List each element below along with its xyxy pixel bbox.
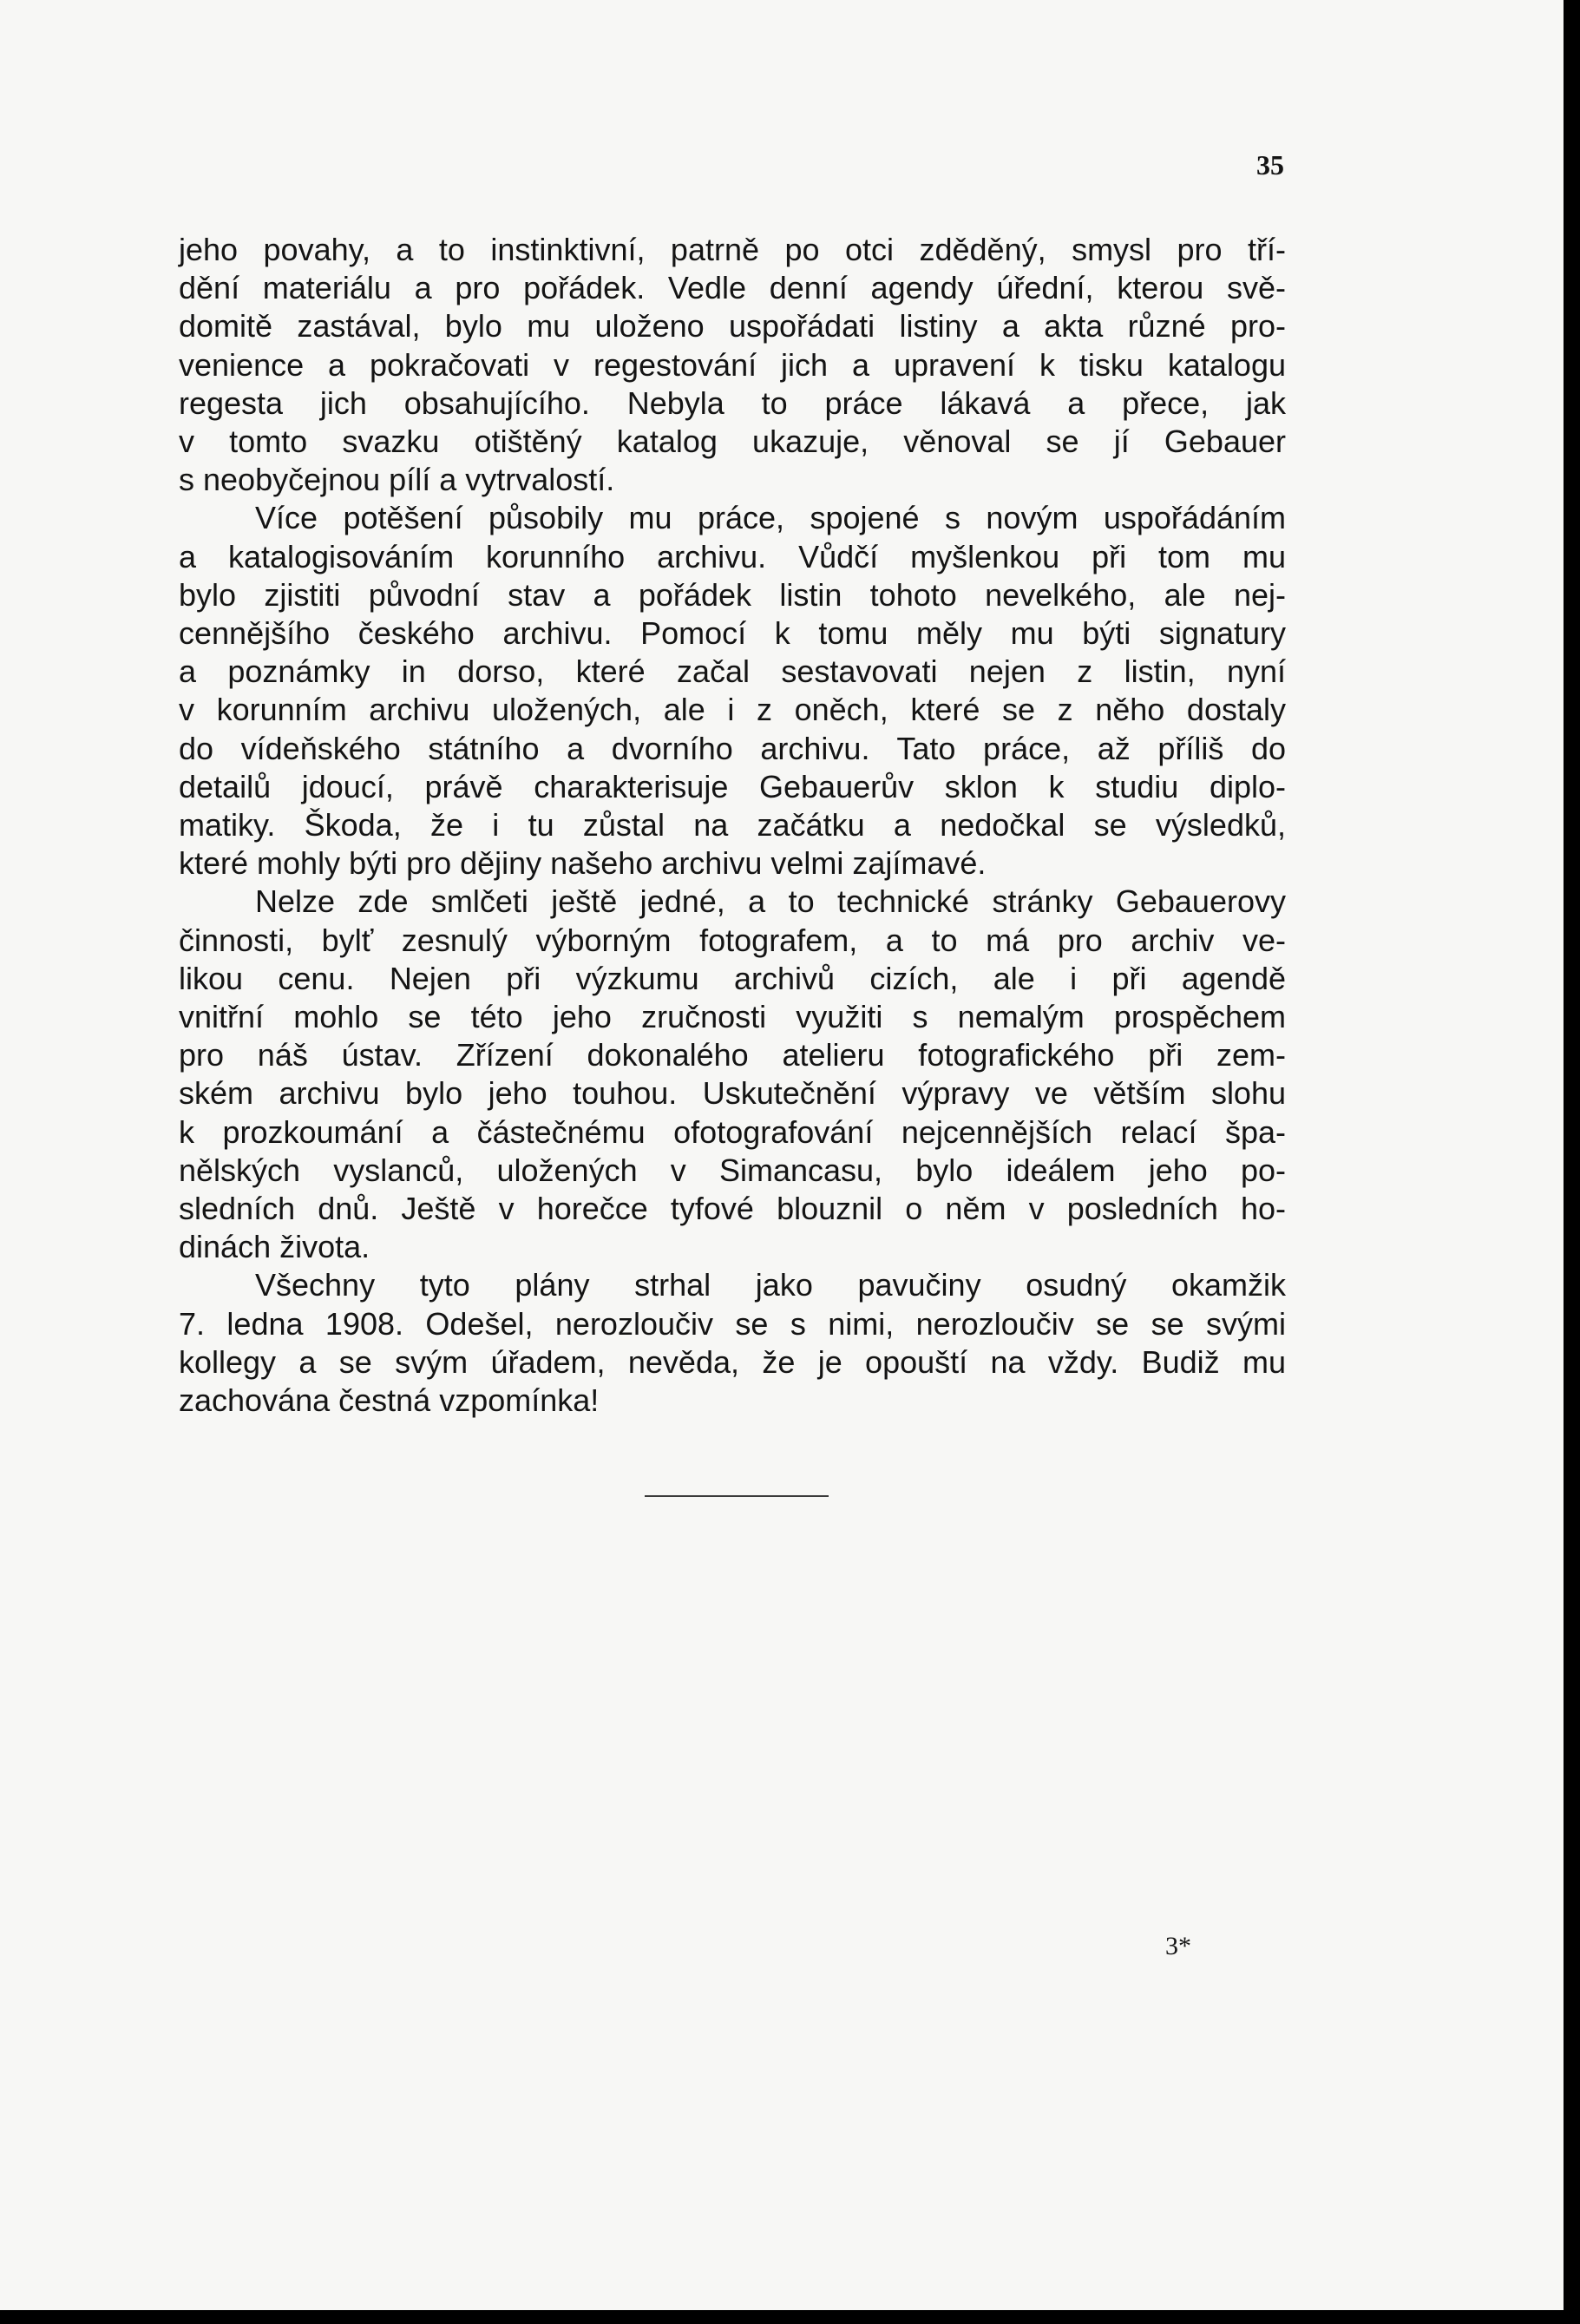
text-line: jeho povahy, a to instinktivní, patrně po otci zděděný, smysl pro tří- — [179, 232, 1286, 267]
text-line: které mohly býti pro dějiny našeho archivu velmi zajímavé. — [179, 845, 987, 882]
text-line: dění materiálu a pro pořádek. Vedle denní agendy úřední, kterou svě- — [179, 270, 1286, 306]
text-line: bylo zjistiti původní stav a pořádek listin tohoto nevelkého, ale nej- — [179, 576, 1286, 613]
text-line: venience a pokračovati v regestování jich a upravení k tisku katalogu — [179, 346, 1286, 383]
text-line: a poznámky in dorso, které začal sestavovati nejen z listin, nyní — [179, 653, 1286, 690]
text-line: činnosti, bylť zesnulý výborným fotografem, a to má pro archiv ve- — [179, 922, 1286, 958]
text-line: cennějšího českého archivu. Pomocí k tomu měly mu býti signatury — [179, 615, 1286, 652]
text-line: Nelze zde smlčeti ještě jedné, a to technické stránky Gebauerovy — [255, 883, 1286, 920]
text-line: regesta jich obsahujícího. Nebyla to práce lákavá a přece, jak — [179, 384, 1286, 421]
paragraph — [179, 883, 1286, 1266]
text-line: Více potěšení působily mu práce, spojené s novým uspořádáním — [255, 500, 1286, 536]
text-line: Všechny tyto plány strhal jako pavučiny osudný okamžik — [255, 1267, 1286, 1303]
text-line: domitě zastával, bylo mu uloženo uspořádati listiny a akta různé pro- — [179, 308, 1286, 345]
text-line: s neobyčejnou pílí a vytrvalostí. — [179, 462, 615, 498]
text-line: k prozkoumání a částečnému ofotografování nejcennějších relací špa- — [179, 1113, 1286, 1150]
text-line: sledních dnů. Ještě v horečce tyfové blouznil o něm v posledních ho- — [179, 1191, 1286, 1227]
text-line: vnitřní mohlo se této jeho zručnosti využiti s nemalým prospěchem — [179, 999, 1286, 1035]
text-line: dinách života. — [179, 1229, 370, 1265]
text-line: 7. ledna 1908. Odešel, nerozloučiv se s nimi, nerozloučiv se se svými — [179, 1305, 1286, 1342]
body-text — [179, 231, 1286, 1420]
text-line: pro náš ústav. Zřízení dokonalého atelieru fotografického při zem- — [179, 1037, 1286, 1073]
text-line: detailů jdoucí, právě charakterisuje Gebauerův sklon k studiu diplo- — [179, 768, 1286, 804]
paragraph — [179, 499, 1286, 883]
signature-mark: 3* — [1165, 1932, 1191, 1960]
text-line: v tomto svazku otištěný katalog ukazuje, věnoval se jí Gebauer — [179, 423, 1286, 460]
text-line: ském archivu bylo jeho touhou. Uskutečnění výpravy ve větším slohu — [179, 1075, 1286, 1112]
section-divider — [645, 1495, 829, 1497]
text-line: likou cenu. Nejen při výzkumu archivů cizích, ale i při agendě — [179, 960, 1286, 996]
text-line: zachována čestná vzpomínka! — [179, 1382, 600, 1419]
page-number: 35 — [1256, 149, 1284, 181]
text-line: a katalogisováním korunního archivu. Vůdčí myšlenkou při tom mu — [179, 538, 1286, 574]
text-line: v korunním archivu uložených, ale i z oněch, které se z něho dostaly — [179, 692, 1286, 728]
paragraph — [179, 1266, 1286, 1420]
text-line: nělských vyslanců, uložených v Simancasu, bylo ideálem jeho po- — [179, 1152, 1286, 1188]
text-line: matiky. Škoda, že i tu zůstal na začátku a nedočkal se výsledků, — [179, 807, 1286, 844]
text-line: do vídeňského státního a dvorního archivu. Tato práce, až příliš do — [179, 730, 1286, 766]
paragraph — [179, 231, 1286, 499]
text-line: kollegy a se svým úřadem, nevěda, že je opouští na vždy. Budiž mu — [179, 1343, 1286, 1380]
